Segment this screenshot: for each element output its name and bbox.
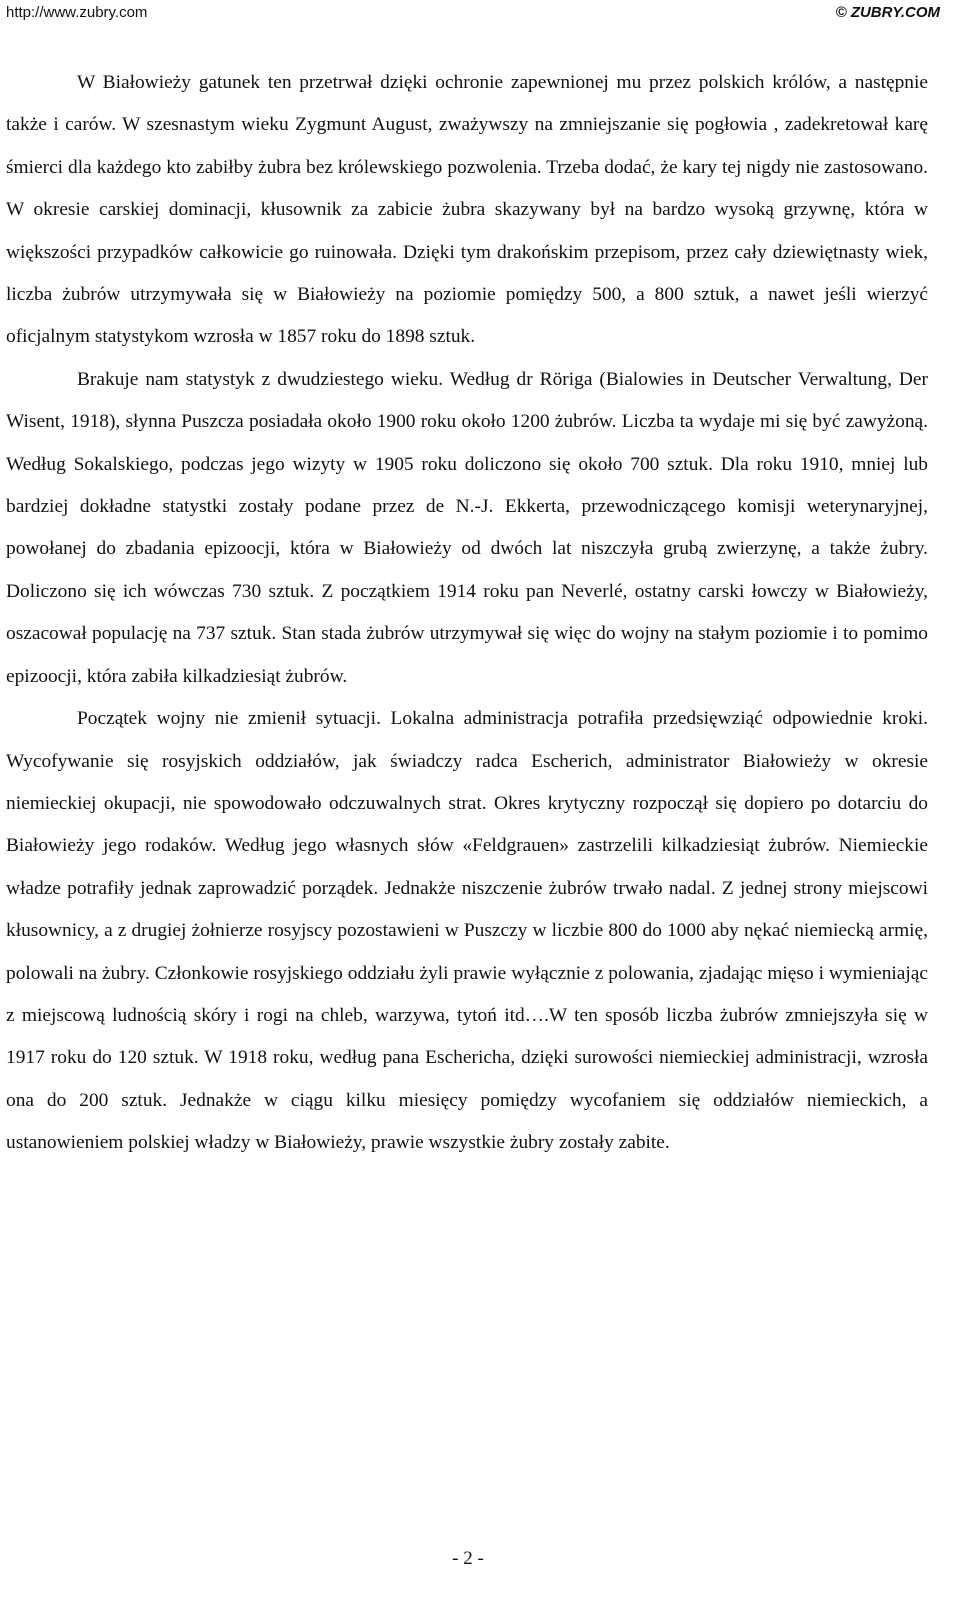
paragraph-1: W Białowieży gatunek ten przetrwał dzięki ochronie zapewnionej mu przez polskich królów, a następnie także i carów. W szesnastym wieku Zygmunt August, zważywszy na zmniejszanie się pogłowia , zadekretował karę śmierci dla każdego kto zabiłby żubra bez królewskiego pozwolenia. Trzeba dodać, że kary tej nigdy nie zastosowano. W okresie carskiej dominacji, kłusownik za zabicie żubra skazywany był na bardzo wysoką grzywnę, która w większości przypadków całkowicie go ruinowała. Dzięki tym drakońskim przepisom, przez cały dziewiętnasty wiek, liczba żubrów utrzymywała się w Białowieży na poziomie pomiędzy 500, a 800 sztuk, a nawet jeśli wierzyć oficjalnym statystykom wzrosła w 1857 roku do 1898 sztuk. — [6, 72, 928, 348]
header-url: http://www.zubry.com — [6, 4, 148, 21]
paragraph-3: Początek wojny nie zmienił sytuacji. Lokalna administracja potrafiła przedsięwziąć odpowiednie kroki. Wycofywanie się rosyjskich oddziałów, jak świadczy radca Escherich, administrator Białowieży w okresie niemieckiej okupacji, nie spowodowało odczuwalnych strat. Okres krytyczny rozpoczął się dopiero po dotarciu do Białowieży jego rodaków. Według jego własnych słów «Feldgrauen» zastrzelili kilkadziesiąt żubrów. Niemieckie władze potrafiły jednak zaprowadzić porządek. Jednakże niszczenie żubrów trwało nadal. Z jednej strony miejscowi kłusownicy, a z drugiej żołnierze rosyjscy pozostawieni w Puszczy w liczbie 800 do 1000 aby nękać niemiecką armię, polowali na żubry. Członkowie rosyjskiego oddziału żyli prawie wyłącznie z polowania, zjadając mięso i wymieniając z miejscową ludnością skóry i rogi na chleb, warzywa, tytoń itd….W ten sposób liczba żubrów zmniejszyła się w 1917 roku do 120 sztuk. W 1918 roku, według pana Eschericha, dzięki surowości niemieckiej administracji, wzrosła ona do 200 sztuk. Jednakże w ciągu kilku miesięcy pomiędzy wycofaniem się oddziałów niemieckich, a ustanowieniem polskiej władzy w Białowieży, prawie wszystkie żubry zostały zabite. — [6, 708, 928, 1154]
paragraph-2: Brakuje nam statystyk z dwudziestego wieku. Według dr Röriga (Bialowies in Deutscher Verwaltung, Der Wisent, 1918), słynna Puszcza posiadała około 1900 roku około 1200 żubrów. Liczba ta wydaje mi się być zawyżoną. Według Sokalskiego, podczas jego wizyty w 1905 roku doliczono się około 700 sztuk. Dla roku 1910, mniej lub bardziej dokładne statystki zostały podane przez de N.-J. Ekkerta, przewodniczącego komisji weterynaryjnej, powołanej do zbadania epizoocji, która w Białowieży od dwóch lat niszczyła grubą zwierzynę, a także żubry. Doliczono się ich wówczas 730 sztuk. Z początkiem 1914 roku pan Neverlé, ostatny carski łowczy w Białowieży, oszacował populację na 737 sztuk. Stan stada żubrów utrzymywał się więc do wojny na stałym poziomie i to pomimo epizoocji, która zabiła kilkadziesiąt żubrów. — [6, 368, 928, 687]
header-copyright: © ZUBRY.COM — [835, 4, 940, 21]
document-body — [6, 62, 928, 1165]
page-header — [6, 4, 940, 24]
page-number: - 2 - — [452, 1548, 484, 1569]
